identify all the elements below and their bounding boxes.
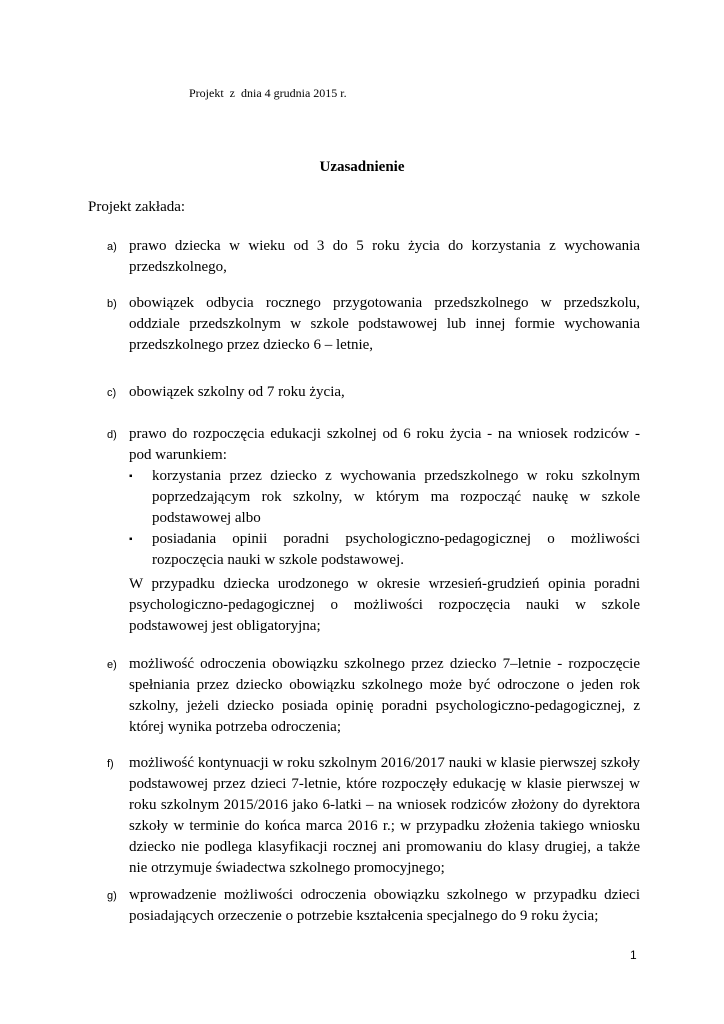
list-item-letter: g) xyxy=(107,890,117,902)
list-item-letter: f) xyxy=(107,758,114,770)
list-item-g xyxy=(107,885,640,927)
list-item-text: obowiązek odbycia rocznego przygotowania przedszkolnego w przedszkolu, oddziale przedszkolnym w szkole podstawowej lub innej formie wychowania przedszkolnego przez dziecko 6 – letnie, xyxy=(129,295,640,353)
document-header-date: Projekt z dnia 4 grudnia 2015 r. xyxy=(189,86,347,100)
note-text: W przypadku dziecka urodzonego w okresie wrzesień-grudzień opinia poradni psychologiczno-pedagogicznej o możliwości rozpoczęcia nauki w szkole podstawowej jest obligatoryjna; xyxy=(129,576,640,634)
bullet-text: korzystania przez dziecko z wychowania przedszkolnego w roku szkolnym poprzedzającym rok szkolny, w którym ma rozpocząć naukę w szkole podstawowej albo xyxy=(152,468,640,526)
list-item-c xyxy=(107,382,640,403)
bullet-item xyxy=(129,529,640,571)
list-item-letter: d) xyxy=(107,429,117,441)
document-title-text: Uzasadnienie xyxy=(319,159,405,175)
list-item-text: możliwość odroczenia obowiązku szkolnego przez dziecko 7–letnie - rozpoczęcie spełniania przez dziecko obowiązku szkolnego może być odroczone o jeden rok szkolny, jeżeli dziecko posiada opinię poradni psychologiczno-pedagogicznej, z której wynika potrzeba odroczenia; xyxy=(129,656,640,735)
page-number: 1 xyxy=(630,948,637,962)
list-item-letter: a) xyxy=(107,241,117,253)
document-title xyxy=(0,159,724,176)
intro-text: Projekt zakłada: xyxy=(88,199,186,215)
list-item-text: obowiązek szkolny od 7 roku życia, xyxy=(129,384,345,400)
bullet-item xyxy=(129,466,640,529)
list-item-a xyxy=(107,236,640,278)
list-item-d-note xyxy=(107,574,640,637)
list-item-b xyxy=(107,293,640,356)
list-item-text: wprowadzenie możliwości odroczenia obowiązku szkolnego w przypadku dzieci posiadających orzeczenie o potrzebie kształcenia specjalnego do 9 roku życia; xyxy=(129,887,640,924)
bullet-square-icon: ▪ xyxy=(129,534,133,545)
list-item-letter: c) xyxy=(107,387,117,399)
list-item-d xyxy=(107,424,640,571)
list-item-text: możliwość kontynuacji w roku szkolnym 2016/2017 nauki w klasie pierwszej szkoły podstawowej przez dzieci 7-letnie, które rozpoczęły edukację w klasie pierwszej w roku szkolnym 2015/2016 jako 6-latki – na wniosek rodziców złożony do dyrektora szkoły w terminie do końca marca 2016 r.; w przypadku złożenia takiego wniosku dziecko nie podlega klasyfikacji rocznej ani promowaniu do klasy drugiej, a także nie otrzymuje świadectwa szkolnego promocyjnego; xyxy=(129,755,640,876)
bullet-square-icon: ▪ xyxy=(129,471,133,482)
bullet-text: posiadania opinii poradni psychologiczno-pedagogicznej o możliwości rozpoczęcia nauki w szkole podstawowej. xyxy=(152,531,640,568)
list-item-text: prawo dziecka w wieku od 3 do 5 roku życia do korzystania z wychowania przedszkolnego, xyxy=(129,238,640,275)
list-item-letter: b) xyxy=(107,298,117,310)
list-item-f xyxy=(107,753,640,879)
list-item-e xyxy=(107,654,640,738)
list-item-letter: e) xyxy=(107,659,117,671)
list-item-text: prawo do rozpoczęcia edukacji szkolnej od 6 roku życia - na wniosek rodziców - pod warunkiem: xyxy=(129,426,640,463)
